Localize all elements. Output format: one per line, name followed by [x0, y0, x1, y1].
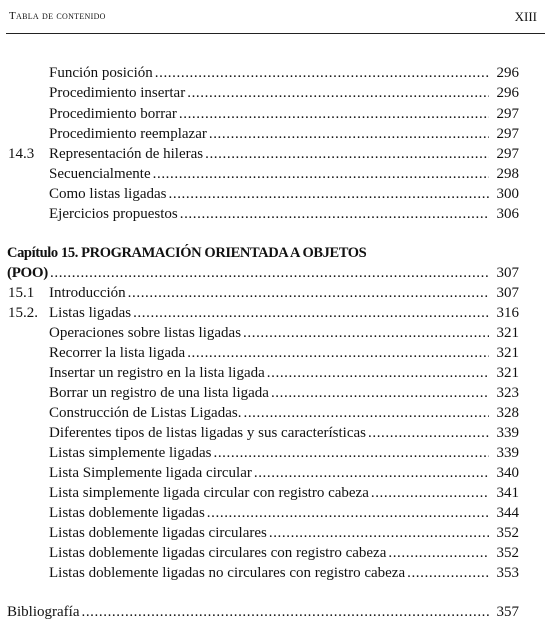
- toc-entry: [0, 564, 551, 583]
- toc-entry: [0, 464, 551, 483]
- entry-title: Introducción: [49, 285, 126, 301]
- dot-leader: [407, 564, 489, 583]
- dot-leader: [213, 444, 489, 463]
- entry-page: 321: [496, 345, 519, 361]
- toc-entry: [0, 145, 551, 164]
- entry-title: Listas doblemente ligadas circulares con registro cabeza: [49, 545, 387, 561]
- toc-entry: [0, 364, 551, 383]
- running-header-title: Tabla de contenido: [9, 10, 106, 22]
- entry-page: 298: [496, 166, 519, 182]
- dot-leader: [269, 524, 489, 543]
- dot-leader: [155, 64, 489, 83]
- entry-page: 340: [496, 465, 519, 481]
- toc-entry: [0, 64, 551, 83]
- toc-entry: [0, 165, 551, 184]
- section-number: 14.3: [8, 146, 35, 162]
- entry-page: 307: [496, 285, 519, 301]
- entry-page: 296: [496, 85, 519, 101]
- toc-entry: [0, 284, 551, 303]
- entry-page: 323: [496, 385, 519, 401]
- entry-title: Listas ligadas: [49, 305, 132, 321]
- entry-page: 353: [496, 565, 519, 581]
- entry-page: 344: [496, 505, 519, 521]
- roman-page-number: XIII: [514, 9, 537, 24]
- section-number: 15.1: [8, 285, 35, 301]
- dot-leader: [179, 105, 489, 124]
- dot-leader: [153, 165, 489, 184]
- entry-page: 328: [496, 405, 519, 421]
- entry-page: 341: [496, 485, 519, 501]
- dot-leader: [209, 125, 489, 144]
- entry-page: 306: [496, 206, 519, 222]
- toc-entry: [0, 105, 551, 124]
- toc-entry: [0, 444, 551, 463]
- toc-entry: [0, 384, 551, 403]
- chapter-heading-line2: (POO): [7, 265, 48, 281]
- entry-page: 321: [496, 365, 519, 381]
- toc-entry: [0, 205, 551, 224]
- entry-page: 316: [496, 305, 519, 321]
- toc-entry-bibliography: [0, 603, 551, 622]
- entry-page: 352: [496, 545, 519, 561]
- entry-page: 300: [496, 186, 519, 202]
- entry-title: Lista Simplemente ligada circular: [49, 465, 252, 481]
- entry-title: Insertar un registro en la lista ligada: [49, 365, 265, 381]
- entry-title: Recorrer la lista ligada: [49, 345, 186, 361]
- dot-leader: [81, 603, 489, 622]
- entry-title: Lista simplemente ligada circular con registro cabeza: [49, 485, 369, 501]
- entry-title: Bibliografía: [7, 604, 80, 620]
- dot-leader: [50, 264, 489, 283]
- chapter-page: 307: [496, 265, 519, 281]
- entry-page: 321: [496, 325, 519, 341]
- dot-leader: [169, 185, 490, 204]
- toc-entry: [0, 125, 551, 144]
- header-rule: [6, 33, 545, 34]
- toc-entry: [0, 524, 551, 543]
- entry-title: Ejercicios propuestos: [49, 206, 178, 222]
- entry-title: Listas doblemente ligadas circulares: [49, 525, 267, 541]
- entry-title: Listas doblemente ligadas no circulares con registro cabeza: [49, 565, 406, 581]
- entry-page: 297: [496, 106, 519, 122]
- entry-title: Listas simplemente ligadas: [49, 445, 212, 461]
- entry-title: Listas doblemente ligadas: [49, 505, 205, 521]
- entry-title: Procedimiento reemplazar: [49, 126, 207, 142]
- toc-entry: [0, 324, 551, 343]
- dot-leader: [128, 284, 489, 303]
- dot-leader: [133, 304, 489, 323]
- entry-title: Borrar un registro de una lista ligada: [49, 385, 269, 401]
- entry-title: Como listas ligadas: [49, 186, 167, 202]
- entry-title: Función posición: [49, 65, 153, 81]
- entry-page: 339: [496, 425, 519, 441]
- entry-title: Procedimiento insertar: [49, 85, 186, 101]
- dot-leader: [205, 145, 489, 164]
- dot-leader: [187, 84, 489, 103]
- dot-leader: [243, 324, 489, 343]
- entry-title: Construcción de Listas Ligadas.: [49, 405, 242, 421]
- dot-leader: [180, 205, 489, 224]
- toc-entry: [0, 404, 551, 423]
- toc-entry: [0, 484, 551, 503]
- section-number: 15.2.: [8, 305, 38, 321]
- toc-entry: [0, 185, 551, 204]
- dot-leader: [368, 424, 489, 443]
- toc-entry: [0, 544, 551, 563]
- toc-entry: [0, 504, 551, 523]
- entry-page: 297: [496, 126, 519, 142]
- toc-entry: [0, 344, 551, 363]
- toc-entry: [0, 304, 551, 323]
- entry-page: 357: [496, 604, 519, 620]
- entry-page: 352: [496, 525, 519, 541]
- page-header: [0, 0, 551, 36]
- dot-leader: [254, 464, 489, 483]
- toc-entry: [0, 424, 551, 443]
- chapter-heading-continued: [0, 264, 551, 283]
- dot-leader: [207, 504, 489, 523]
- entry-title: Secuencialmente: [49, 166, 151, 182]
- entry-title: Representación de hileras: [49, 146, 204, 162]
- dot-leader: [243, 404, 489, 423]
- chapter-heading: Capítulo 15. PROGRAMACIÓN ORIENTADA A OBJETOS: [7, 245, 367, 261]
- entry-page: 296: [496, 65, 519, 81]
- dot-leader: [187, 344, 489, 363]
- dot-leader: [388, 544, 489, 563]
- entry-page: 297: [496, 146, 519, 162]
- dot-leader: [371, 484, 489, 503]
- entry-page: 339: [496, 445, 519, 461]
- entry-title: Diferentes tipos de listas ligadas y sus características: [49, 425, 366, 441]
- entry-title: Procedimiento borrar: [49, 106, 177, 122]
- dot-leader: [271, 384, 489, 403]
- toc-entry: [0, 84, 551, 103]
- dot-leader: [267, 364, 489, 383]
- entry-title: Operaciones sobre listas ligadas: [49, 325, 242, 341]
